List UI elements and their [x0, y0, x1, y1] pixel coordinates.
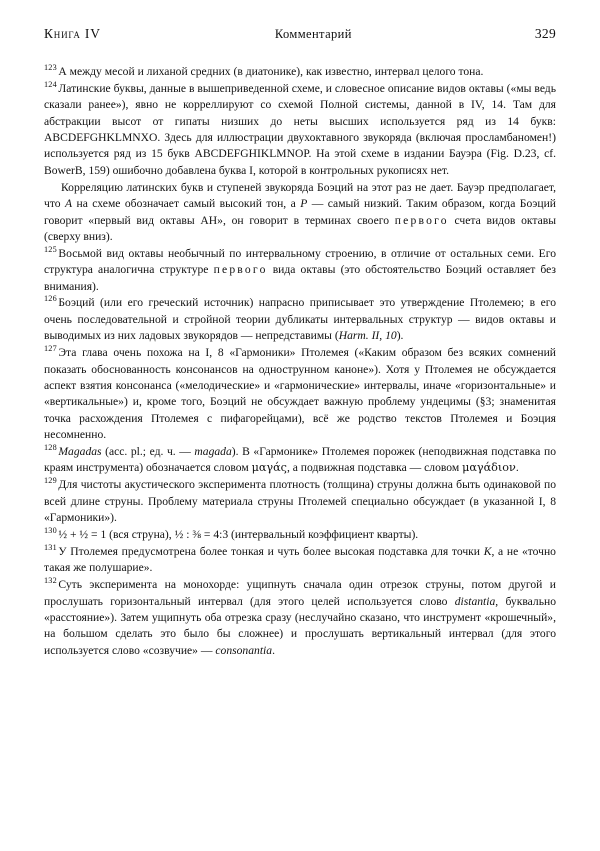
note-125 — [44, 246, 556, 295]
note-number: 126 — [44, 294, 57, 304]
note-text: Суть эксперимента на монохорде: ущипнуть сначала один отрезок струны, потом другой и прослушать горизонтальный интервал (для этого целей используется слово distantia, буквально «расстояние»). Затем ущипнуть оба отрезка сразу (неслучайно сказано, что инструмент «крошечный», на большом сделать это было бы сложнее) и прослушать вертикальный интервал (для этого используется слово «созвучие» — consonantia. — [44, 578, 556, 657]
note-text: Восьмой вид октавы необычный по интервальному строению, в отличие от остальных семи. Его структура аналогична структуре первого вида октавы (это обстоятельство Боэций оставляет без внимания). — [44, 246, 557, 293]
note-126 — [44, 295, 556, 344]
note-text: У Птолемея предусмотрена более тонкая и чуть более высокая подставка для точки K, а не «точно такая же полушарие». — [44, 544, 556, 575]
note-text: Боэций (или его греческий источник) напрасно приписывает это утверждение Птолемею; в его очень последовательной и стройной теории дубликаты интервальных структур — видов октавы и выводимых из них ладовых звукорядов — непредставимы (Harm. II, 10). — [44, 296, 556, 343]
note-number: 132 — [44, 576, 57, 586]
note-text: Magadas (асс. pl.; ед. ч. — magada). В «Гармонике» Птолемея порожек (неподвижная подставка по краям инструмента) обозначается словом μαγάς, а подвижная подставка — словом μαγάδιον. — [44, 444, 556, 475]
note-127 — [44, 345, 556, 443]
note-text: ½ + ½ = 1 (вся струна), ½ : ⅜ = 4:3 (интервальный коэффициент кварты). — [58, 527, 419, 541]
note-number: 124 — [44, 79, 57, 89]
note-number: 125 — [44, 244, 57, 254]
note-number: 129 — [44, 476, 57, 486]
running-head — [44, 26, 556, 42]
note-124-continued — [44, 180, 556, 246]
notes-body — [44, 64, 556, 659]
note-131 — [44, 544, 556, 577]
note-number: 123 — [44, 63, 57, 72]
note-text: Эта глава очень похожа на I, 8 «Гармоники» Птолемея («Каким образом без всяких сомнений показать обоснованность консонансов на однострунном каноне»). Хотя у Птолемея не обсуждается аспект взятия консонанса («мелодические» и «гармонические» интервалы, иначе «горизонтальные» и «вертикальные») и, кроме того, Боэций не обсуждает важную проблему ундецимы (§3; знаменитая точка расхождения Птолемея с пифагорейцами), всё же родство текстов Птолемея и Боэция несомненно. — [44, 346, 556, 442]
note-129 — [44, 477, 556, 526]
note-number: 127 — [44, 344, 57, 354]
note-number: 131 — [44, 542, 57, 552]
note-text: Корреляцию латинских букв и ступеней звукоряда Боэций на этот раз не дает. Бауэр предполагает, что A на схеме обозначает самый высокий тон, а P — самый низкий. Таким образом, когда Боэций говорит «первый вид октавы AH», он говорит в терминах своего первого счета видов октавы (сверху вниз). — [44, 180, 556, 243]
running-head-left: Книга IV — [44, 26, 101, 41]
note-128 — [44, 444, 556, 477]
note-number: 130 — [44, 525, 57, 535]
note-number: 128 — [44, 442, 57, 452]
note-132 — [44, 577, 556, 659]
note-text: А между месой и лиханой средних (в диатонике), как известно, интервал целого тона. — [58, 65, 484, 78]
page-number: 329 — [534, 26, 556, 41]
note-124 — [44, 81, 556, 179]
running-head-center: Комментарий — [274, 27, 352, 41]
note-text: Для чистоты акустического эксперимента плотность (толщина) струны должна быть одинаковой по всей длине струны. Проблему материала струны Птолемей специально обсуждает (в указанной I, 8 «Гармоники»). — [44, 478, 556, 525]
note-text: Латинские буквы, данные в вышеприведенной схеме, и словесное описание видов октавы («мы ведь сказали ранее»), явно не корреллируют со схемой Полной системы, данной в IV, 14. Там для абстракции высот от гипаты низших до неты высших используется ряд из 14 букв: ABCDEFGHKLMNXO. Здесь для иллюстрации двухоктавного звукоряда (включая просламбаномен!) используется ряд из 15 букв ABCDEFGHIKLMNOP. На этой схеме в издании Бауэра (Fig. D.23, cf. BowerB, 159) ошибочно добавлена буква I, которой в контрольных рукописях нет. — [44, 81, 556, 177]
note-123 — [44, 64, 556, 80]
note-130 — [44, 527, 556, 543]
